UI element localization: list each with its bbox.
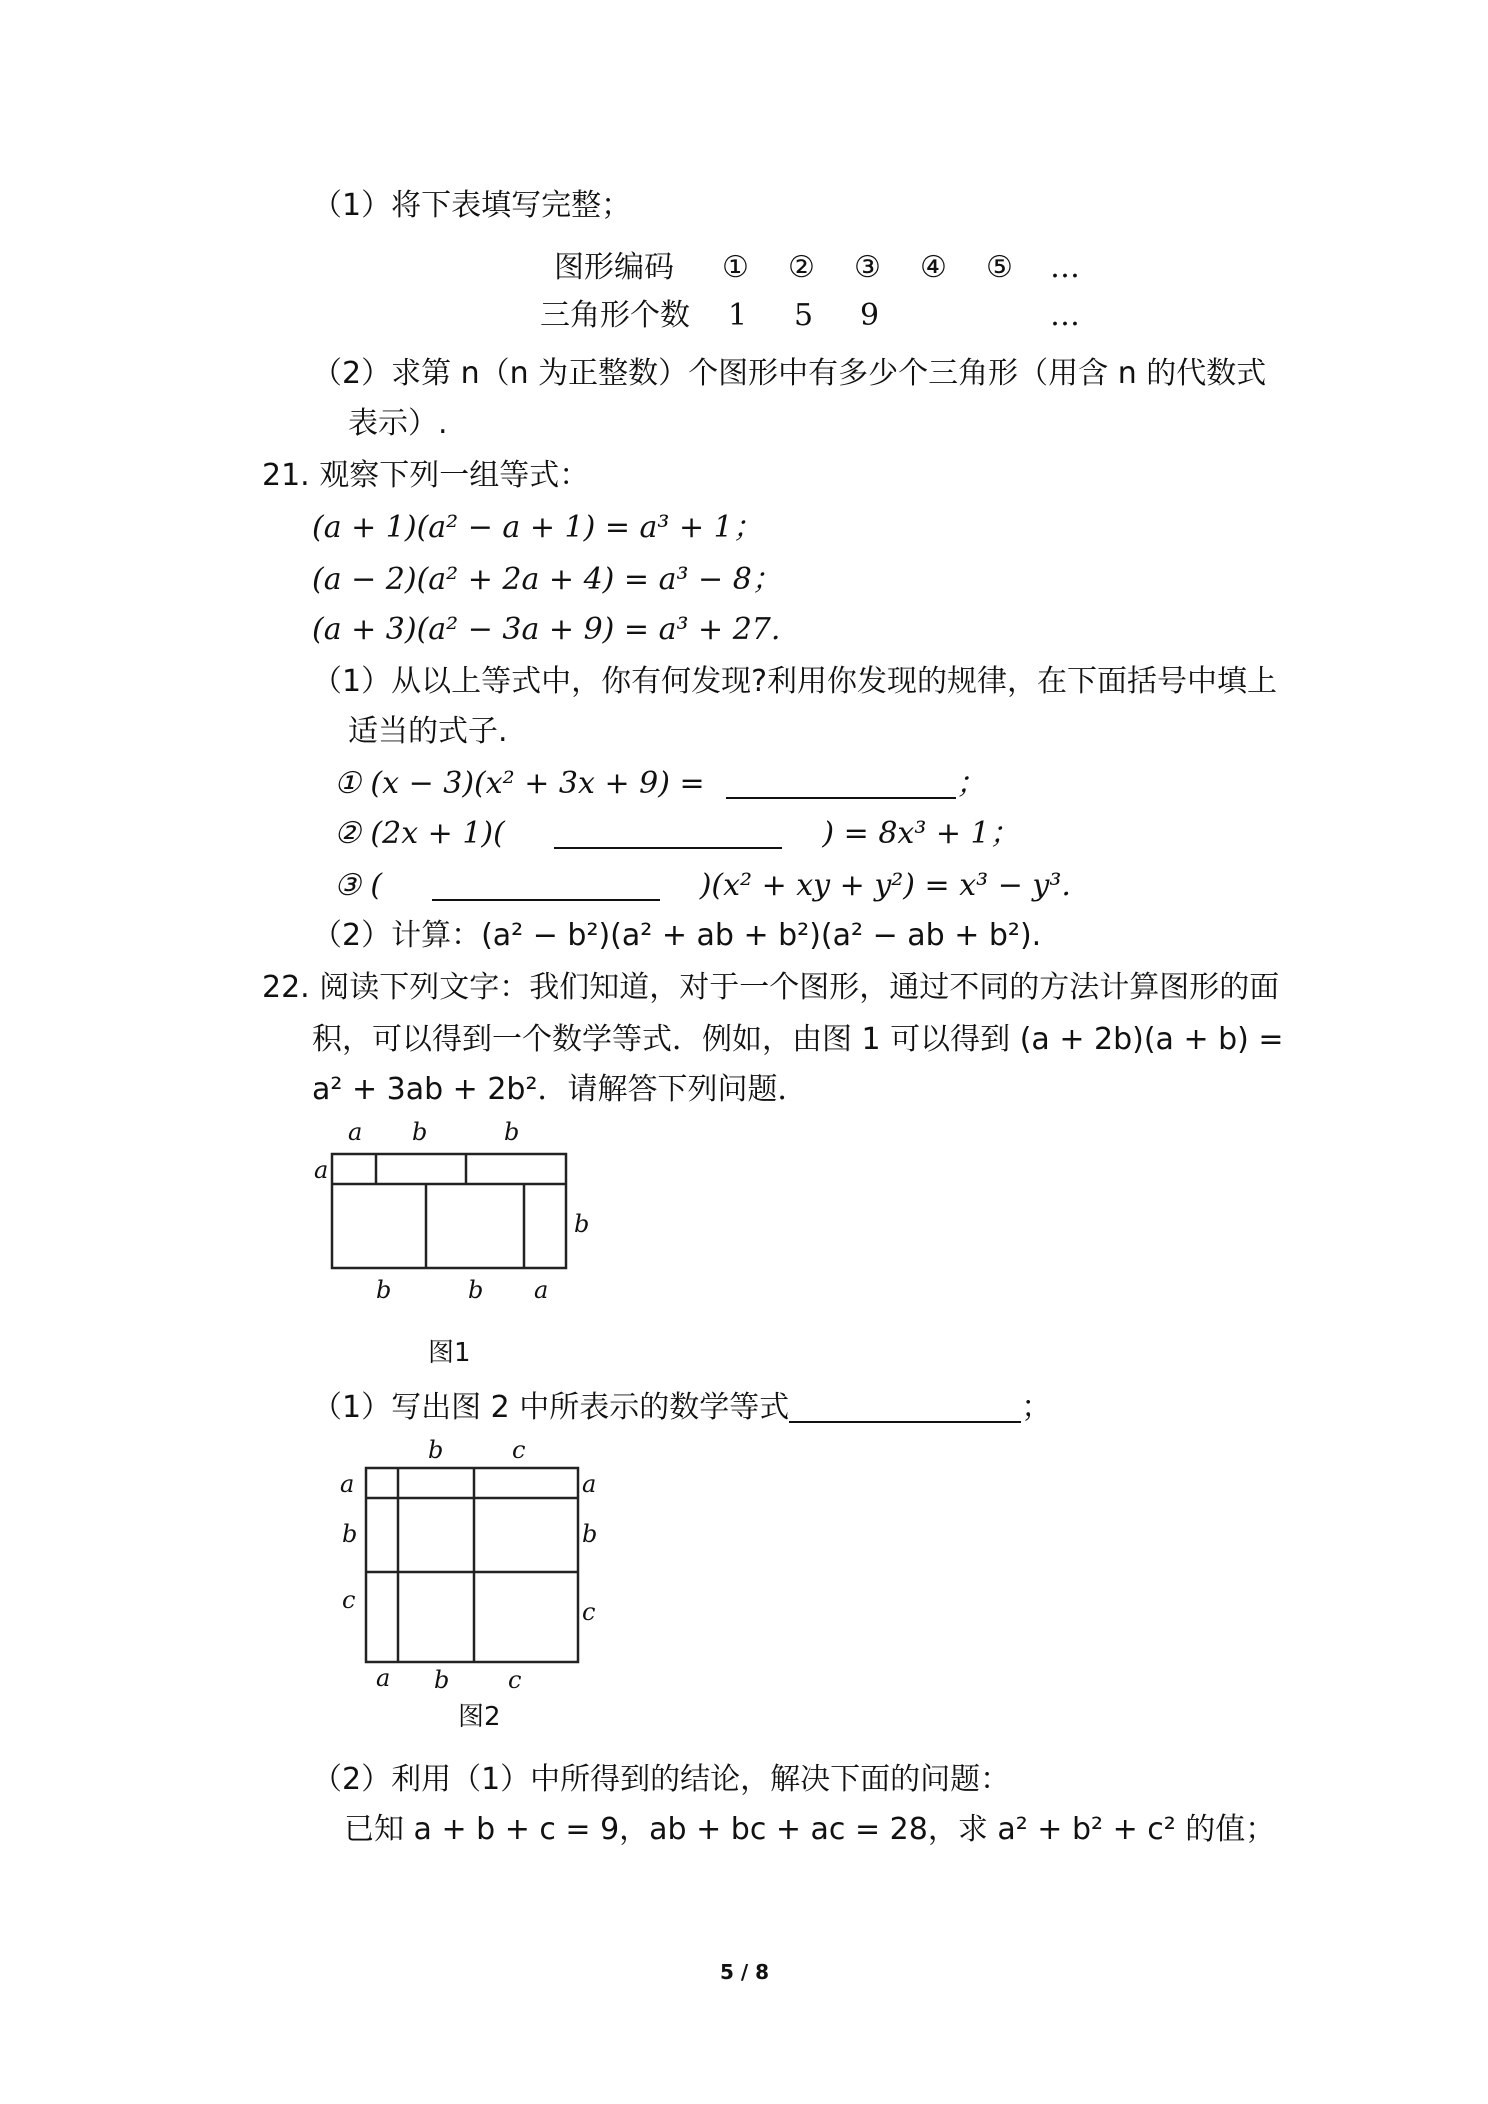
q21-eq3: (a + 3)(a² − 3a + 9) = a³ + 27.	[312, 612, 781, 647]
q22-line2: 积，可以得到一个数学等式．例如，由图 1 可以得到 (a + 2b)(a + b) =	[312, 1022, 1284, 1057]
fill1-text: ① (x − 3)(x² + 3x + 9) =	[334, 766, 705, 801]
fig2-bottom-label: a	[376, 1664, 391, 1692]
fill2-end: ) = 8x³ + 1；	[822, 816, 1020, 851]
q22-part1-text: （1）写出图 2 中所表示的数学等式	[312, 1390, 790, 1425]
q21-fill3	[334, 866, 1071, 906]
fig2-bottom-label: c	[508, 1666, 522, 1694]
fig1-bottom-label: a	[534, 1276, 549, 1304]
table-row1-label: 图形编码	[554, 250, 674, 285]
page-number: 5 / 8	[720, 1960, 770, 1984]
table-cell: ③	[854, 250, 881, 285]
fig1-bottom-label: b	[468, 1276, 484, 1304]
q20-part2-line1: （2）求第 n（n 为正整数）个图形中有多少个三角形（用含 n 的代数式	[312, 356, 1267, 391]
q21-part2: （2）计算：(a² − b²)(a² + ab + b²)(a² − ab + b²).	[312, 918, 1042, 953]
fig2-top-label: b	[428, 1436, 444, 1464]
table-cell: …	[1050, 298, 1080, 333]
q21-fill1	[334, 764, 986, 804]
fig2-left-label: c	[342, 1586, 356, 1614]
q21-fill2	[334, 814, 1020, 854]
table-cell: ⑤	[986, 250, 1013, 285]
fig1-top-label: b	[504, 1118, 520, 1146]
table-cell: ①	[722, 250, 749, 285]
fill3-end: )(x² + xy + y²) = x³ − y³.	[699, 868, 1071, 903]
q21-part1-line1: （1）从以上等式中，你有何发现?利用你发现的规律，在下面括号中填上	[312, 664, 1278, 699]
fill1-end: ；	[956, 766, 987, 801]
table-cell: ②	[788, 250, 815, 285]
table-cell: 9	[860, 298, 880, 333]
fig1-top-label: b	[412, 1118, 428, 1146]
figure-1-diagram	[330, 1152, 570, 1272]
fill3-start: ③ (	[334, 868, 383, 903]
q22-line1: 22. 阅读下列文字：我们知道，对于一个图形，通过不同的方法计算图形的面	[262, 970, 1280, 1005]
q21-header: 21. 观察下列一组等式：	[262, 458, 590, 493]
table-cell: 1	[728, 298, 748, 333]
q20-part2-line2: 表示）.	[348, 406, 448, 441]
fig1-bottom-label: b	[376, 1276, 392, 1304]
fig2-left-label: b	[342, 1520, 358, 1548]
fill2-blank[interactable]	[554, 817, 782, 849]
q20-part1: （1）将下表填写完整；	[312, 188, 632, 223]
q22-part2: （2）利用（1）中所得到的结论，解决下面的问题：	[312, 1762, 1011, 1797]
fig1-caption: 图1	[428, 1338, 471, 1368]
fill2-start: ② (2x + 1)(	[334, 816, 505, 851]
fig2-bottom-label: b	[434, 1666, 450, 1694]
fill1-blank[interactable]	[726, 767, 956, 799]
q21-eq1: (a + 1)(a² − a + 1) = a³ + 1；	[312, 510, 763, 545]
fig1-right-label: b	[574, 1210, 590, 1238]
q22-part1-end: ；	[1021, 1390, 1052, 1425]
q22-part1-blank[interactable]	[789, 1391, 1021, 1423]
table-cell: ④	[920, 250, 947, 285]
fig1-left-label: a	[314, 1156, 329, 1184]
fill3-blank[interactable]	[432, 869, 660, 901]
fig2-right-label: c	[582, 1598, 596, 1626]
fig1-top-label: a	[348, 1118, 363, 1146]
table-cell: 5	[794, 298, 814, 333]
table-cell: …	[1050, 250, 1080, 285]
fig2-right-label: a	[582, 1470, 597, 1498]
fig2-caption: 图2	[458, 1702, 501, 1732]
q22-part1	[312, 1388, 1051, 1428]
table-row2-label: 三角形个数	[540, 298, 690, 333]
fig2-left-label: a	[340, 1470, 355, 1498]
q22-line3: a² + 3ab + 2b²．请解答下列问题．	[312, 1072, 808, 1107]
figure-2-diagram	[364, 1466, 582, 1666]
q21-eq2: (a − 2)(a² + 2a + 4) = a³ − 8；	[312, 562, 782, 597]
q21-part1-line2: 适当的式子.	[348, 714, 508, 749]
fig2-top-label: c	[512, 1436, 526, 1464]
q22-given: 已知 a + b + c = 9，ab + bc + ac = 28，求 a² + b² + c² 的值；	[344, 1812, 1276, 1847]
fig2-right-label: b	[582, 1520, 598, 1548]
